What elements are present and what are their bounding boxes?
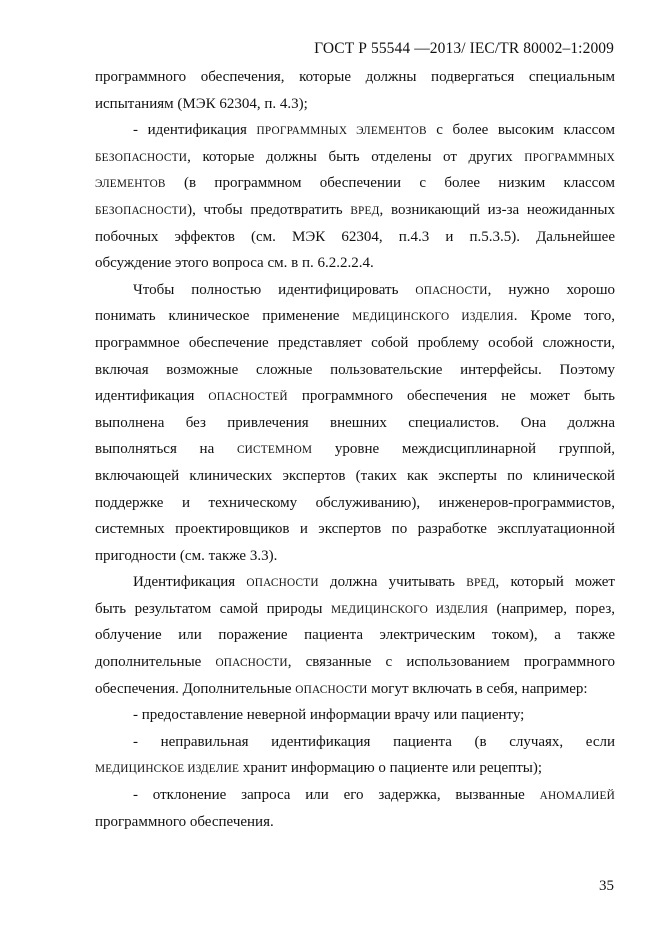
text-line: выполняться на СИСТЕМНОМ уровне междисциплинарной группой,: [95, 441, 615, 458]
text-line: поддержке и техническому обслуживанию), инженеров-программистов,: [95, 494, 615, 511]
text-line: БЕЗОПАСНОСТИ, которые должны быть отделены от других ПРОГРАММНЫХ: [95, 148, 615, 165]
text-line: обсуждение этого вопроса см. в п. 6.2.2.2.4.: [95, 255, 374, 272]
list-item-line: - предоставление неверной информации врачу или пациенту;: [133, 707, 525, 724]
text-line: понимать клиническое применение МЕДИЦИНСКОГО ИЗДЕЛИЯ. Кроме того,: [95, 308, 615, 325]
text-line: включая возможные сложные пользовательские интерфейсы. Поэтому: [95, 361, 615, 378]
page-number: 35: [599, 878, 614, 894]
text-line: МЕДИЦИНСКОЕ ИЗДЕЛИЕ хранит информацию о пациенте или рецепты);: [95, 760, 543, 777]
list-item-line: - идентификация ПРОГРАММНЫХ ЭЛЕМЕНТОВ с более высоким классом: [133, 122, 615, 139]
text-line: дополнительные ОПАСНОСТИ, связанные с использованием программного: [95, 654, 615, 671]
text-line: программное обеспечение представляет собой проблему особой сложности,: [95, 334, 615, 351]
text-line: системных проектировщиков и экспертов по разработке эксплуатационной: [95, 521, 615, 538]
text-line: пригодности (см. также 3.3).: [95, 547, 278, 564]
text-line: испытаниям (МЭК 62304, п. 4.3);: [95, 95, 308, 112]
list-item-line: - неправильная идентификация пациента (в случаях, если: [133, 733, 615, 750]
document-header: ГОСТ Р 55544 —2013/ IEC/TR 80002–1:2009: [314, 40, 614, 57]
text-line: выполнена без привлечения внешних специалистов. Она должна: [95, 414, 615, 431]
text-line: побочных эффектов (см. МЭК 62304, п.4.3 и п.5.3.5). Дальнейшее: [95, 228, 615, 245]
text-line: включающей клинических экспертов (таких как эксперты по клинической: [95, 467, 615, 484]
paragraph-first-line: Чтобы полностью идентифицировать ОПАСНОСТИ, нужно хорошо: [133, 281, 615, 298]
paragraph-first-line: Идентификация ОПАСНОСТИ должна учитывать ВРЕД, который может: [133, 574, 615, 591]
text-line: программного обеспечения, которые должны подвергаться специальным: [95, 69, 615, 85]
list-item-line: - отклонение запроса или его задержка, вызванные АНОМАЛИЕЙ: [133, 787, 615, 804]
document-body: [95, 64, 615, 835]
text-line: ЭЛЕМЕНТОВ (в программном обеспечении с более низким классом: [95, 175, 615, 192]
text-line: обеспечения. Дополнительные ОПАСНОСТИ могут включать в себя, например:: [95, 680, 588, 697]
text-line: облучение или поражение пациента электрическим током), а также: [95, 627, 615, 644]
text-line: быть результатом самой природы МЕДИЦИНСКОГО ИЗДЕЛИЯ (например, порез,: [95, 600, 615, 617]
text-line: идентификация ОПАСНОСТЕЙ программного обеспечения не может быть: [95, 388, 615, 405]
text-line: программного обеспечения.: [95, 813, 274, 830]
text-line: БЕЗОПАСНОСТИ), чтобы предотвратить ВРЕД, возникающий из-за неожиданных: [95, 201, 615, 218]
